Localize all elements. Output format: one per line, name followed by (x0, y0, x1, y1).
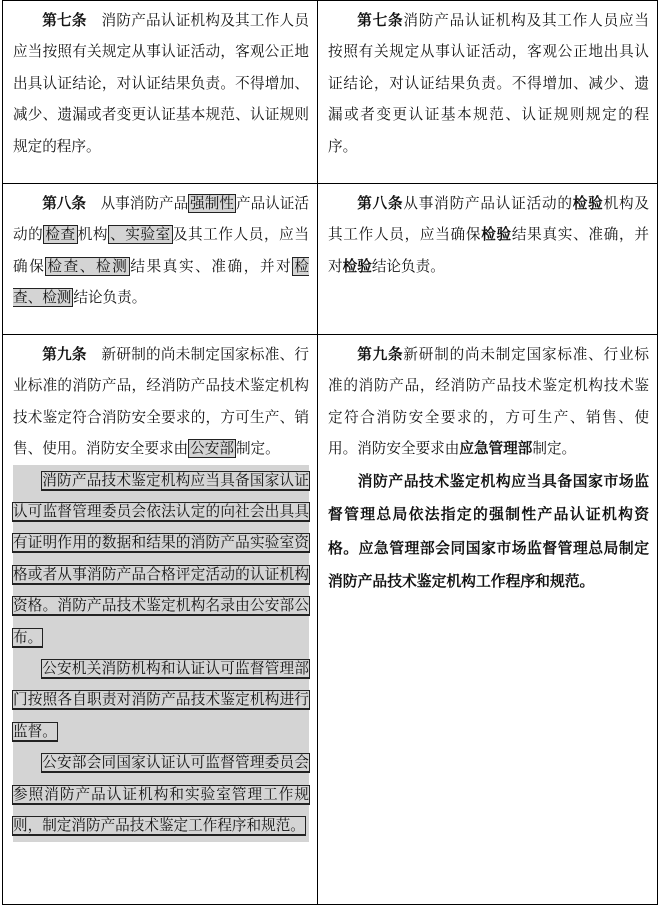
article-text: 产品认证活动的 (13, 195, 309, 244)
table-row (3, 335, 658, 905)
new-article-8-cell (318, 184, 658, 335)
deleted-text-highlight: 强制性 (190, 195, 234, 212)
article-text: 机构及其工作人员，应当确保 (328, 195, 649, 244)
new-article-9 (328, 339, 649, 465)
amended-text: 检验 (342, 257, 372, 275)
new-article-7 (328, 5, 649, 162)
article-number: 第八条 (42, 195, 86, 212)
deleted-text-highlight: 检查 (45, 226, 76, 244)
article-text: 机构 (77, 226, 109, 244)
article-text: 制定。 (235, 440, 280, 458)
deleted-text-highlight: 公安机关消防机构和认证认可监督管理部门按照各自职责对消防产品技术鉴定机构进行监督。 (13, 660, 309, 740)
article-text: 从事消防产品认证活动的 (403, 195, 573, 212)
article-text: 及其工作人员，应当确保 (13, 226, 309, 275)
new-article-9-cell (318, 335, 658, 905)
article-text: 新研制的尚未制定国家标准、行业标准的消防产品，经消防产品技术鉴定机构技术鉴定符合消防安全要求的，方可生产、销售、使用。消防安全要求由 (328, 346, 649, 458)
table-row (3, 1, 658, 184)
amended-text: 检验 (572, 195, 604, 212)
article-number: 第八条 (357, 195, 404, 212)
old-article-8 (13, 188, 309, 314)
deleted-paragraph (13, 747, 309, 841)
article-text: 新研制的尚未制定国家标准、行业标准的消防产品，经消防产品技术鉴定机构技术鉴定符合消防安全要求的，方可生产、销售、使用。消防安全要求由 (13, 346, 309, 458)
article-text: 从事消防产品 (85, 195, 189, 212)
deleted-text-highlight: 检查、检测 (13, 257, 309, 307)
old-article-8-cell (3, 184, 318, 335)
new-article-7-cell (318, 1, 658, 184)
article-text: 消防产品认证机构及其工作人员应当按照有关规定从事认证活动，客观公正地出具认证结论，对认证结果负责。不得增加、减少、遗漏或者变更认证基本规范、认证规则规定的程序。 (328, 12, 649, 155)
article-text: 消防产品认证机构及其工作人员应当按照有关规定从事认证活动，客观公正地出具认证结论，对认证结果负责。不得增加、减少、遗漏或者变更认证基本规范、认证规则规定的程序。 (13, 12, 309, 155)
amended-text: 应急管理部 (459, 440, 533, 458)
new-article-8 (328, 188, 649, 282)
added-paragraph: 消防产品技术鉴定机构应当具备国家市场监督管理总局依法指定的强制性产品认证机构资格。应急管理部会同国家市场监督管理总局制定消防产品技术鉴定机构工作程序和规范。 (328, 472, 649, 591)
article-text: 结果真实、准确，并对 (328, 226, 649, 275)
article-text: 结论负责。 (371, 257, 445, 275)
article-text: 结论负责。 (73, 289, 147, 307)
deleted-paragraph (13, 465, 309, 653)
deleted-text-highlight: 公安部 (190, 440, 234, 458)
deleted-paragraph (13, 653, 309, 747)
comparison-table (2, 0, 658, 905)
article-number: 第九条 (357, 346, 404, 363)
old-article-9-cell (3, 335, 318, 905)
amended-text: 检验 (481, 226, 512, 244)
deleted-text-highlight: 公安部会同国家认证认可监督管理委员会参照消防产品认证机构和实验室管理工作规则，制定消防产品技术鉴定工作程序和规范。 (13, 754, 309, 835)
article-number: 第九条 (42, 346, 87, 363)
old-article-7-cell (3, 1, 318, 184)
article-number: 第七条 (357, 12, 404, 29)
old-article-7 (13, 5, 309, 162)
table-row (3, 184, 658, 335)
article-number: 第七条 (42, 12, 87, 29)
article-text: 结果真实、准确，并对 (130, 257, 293, 275)
deleted-text-highlight: 检查、检测 (47, 257, 129, 275)
old-article-9 (13, 339, 309, 465)
article-text: 制定。 (532, 440, 577, 458)
deleted-text-highlight: 、实验室 (110, 226, 171, 244)
deleted-text-highlight: 消防产品技术鉴定机构应当具备国家认证认可监督管理委员会依法认定的向社会出具具有证明作用的数据和结果的消防产品实验室资格或者从事消防产品合格评定活动的认证机构资格。消防产品技术鉴定机构名录由公安部公布。 (13, 471, 309, 646)
